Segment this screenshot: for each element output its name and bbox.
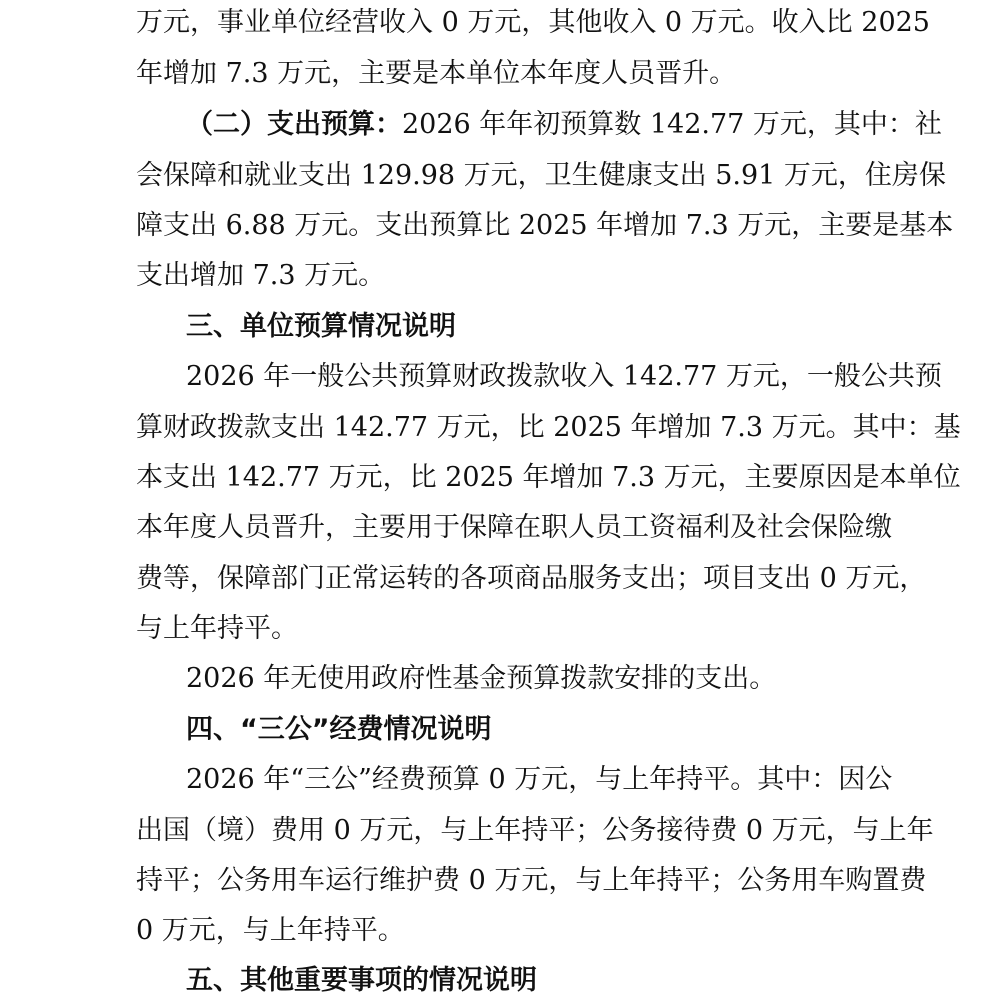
section-heading: 四、“三公”经费情况说明 bbox=[186, 714, 492, 745]
section-heading: 三、单位预算情况说明 bbox=[186, 311, 456, 342]
text-line: 年增加 7.3 万元，主要是本单位本年度人员晋升。 bbox=[136, 58, 737, 89]
text-line: 万元，事业单位经营收入 0 万元，其他收入 0 万元。收入比 2025 bbox=[136, 7, 930, 38]
subsection-title: （二）支出预算： bbox=[186, 109, 402, 140]
text-line: 障支出 6.88 万元。支出预算比 2025 年增加 7.3 万元，主要是基本 bbox=[136, 210, 954, 241]
text-line: 2026 年一般公共预算财政拨款收入 142.77 万元，一般公共预 bbox=[186, 361, 942, 392]
text-line: 本年度人员晋升，主要用于保障在职人员工资福利及社会保险缴 bbox=[136, 512, 892, 543]
subsection-line: （二）支出预算：2026 年年初预算数 142.77 万元，其中：社 bbox=[186, 109, 942, 140]
text-line: 与上年持平。 bbox=[136, 613, 298, 644]
text-line: 持平；公务用车运行维护费 0 万元，与上年持平；公务用车购置费 bbox=[136, 865, 927, 896]
text-line: 出国（境）费用 0 万元，与上年持平；公务接待费 0 万元，与上年 bbox=[136, 815, 934, 846]
section-heading: 五、其他重要事项的情况说明 bbox=[186, 965, 537, 996]
text-line: 算财政拨款支出 142.77 万元，比 2025 年增加 7.3 万元。其中：基 bbox=[136, 412, 961, 443]
text-line: 支出增加 7.3 万元。 bbox=[136, 260, 386, 291]
text-line: 2026 年“三公”经费预算 0 万元，与上年持平。其中：因公 bbox=[186, 764, 893, 795]
text-line: 2026 年无使用政府性基金预算拨款安排的支出。 bbox=[186, 663, 777, 694]
text-line: 会保障和就业支出 129.98 万元，卫生健康支出 5.91 万元，住房保 bbox=[136, 160, 946, 191]
text-line: 本支出 142.77 万元，比 2025 年增加 7.3 万元，主要原因是本单位 bbox=[136, 462, 961, 493]
text-line: 费等，保障部门正常运转的各项商品服务支出；项目支出 0 万元， bbox=[136, 563, 927, 594]
text-line: 0 万元，与上年持平。 bbox=[136, 915, 405, 946]
